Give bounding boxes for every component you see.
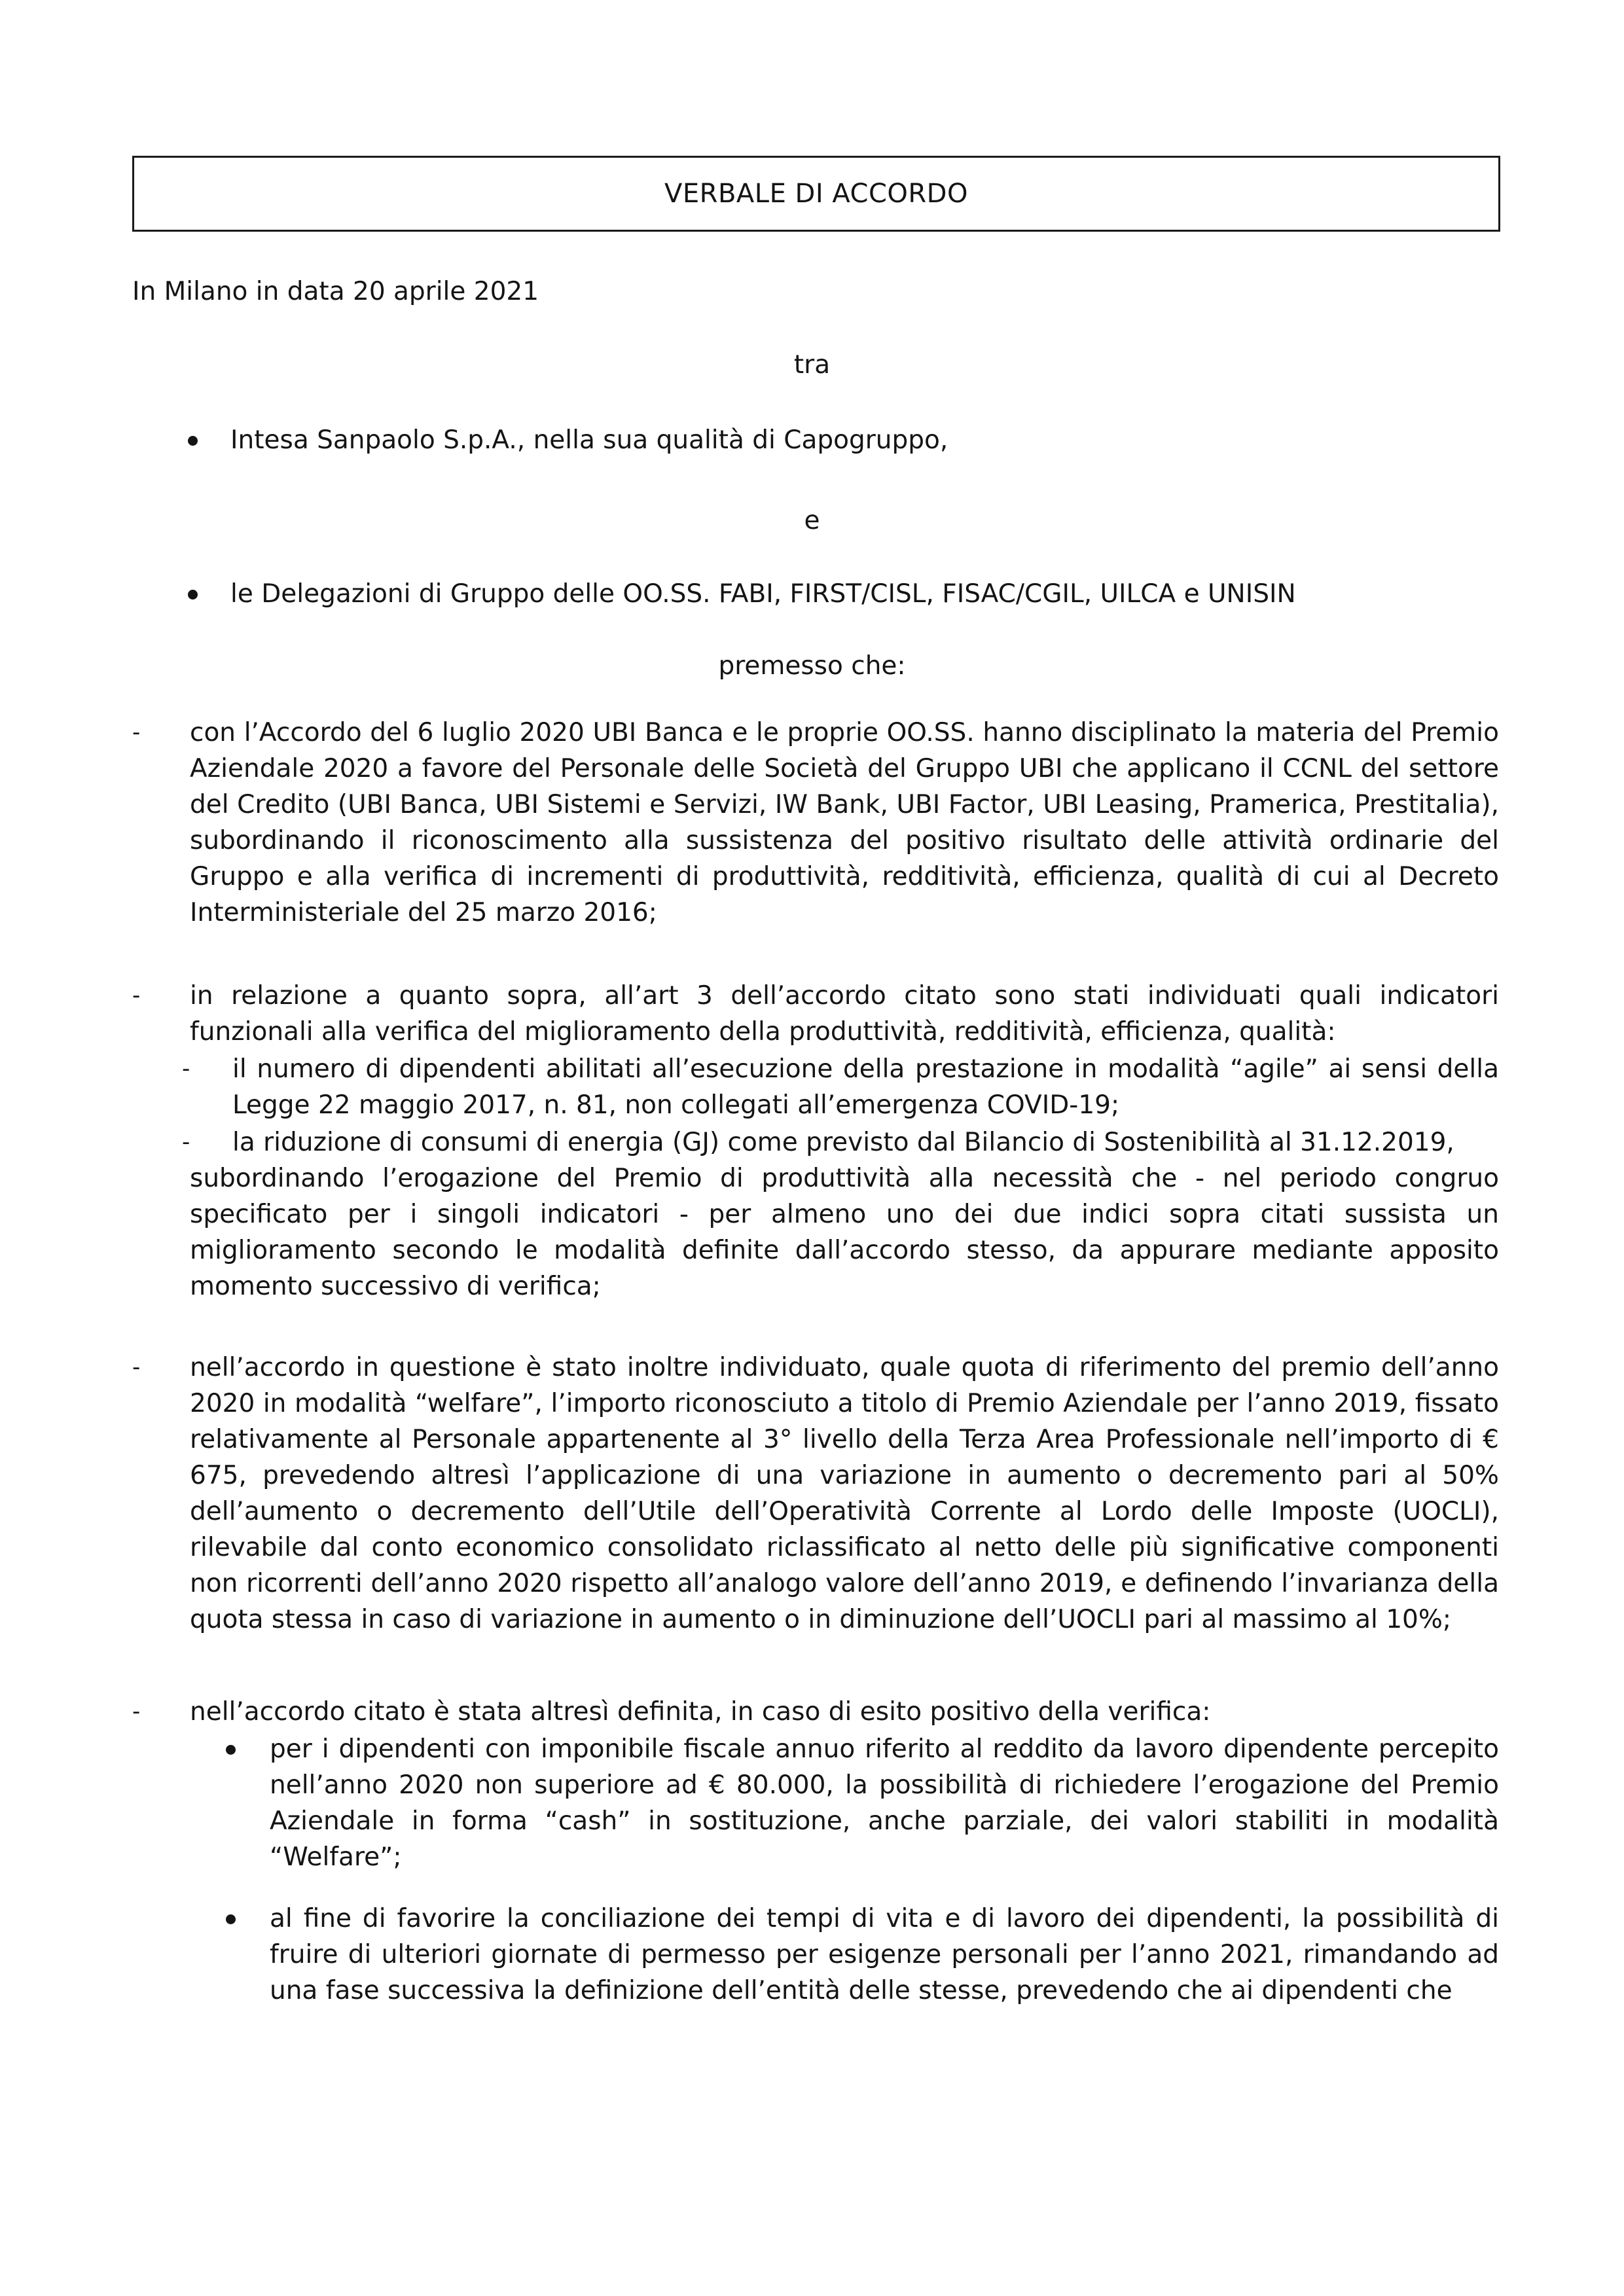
- paragraph-4-bullet-2: al fine di favorire la conciliazione dei tempi di vita e di lavoro dei dipendenti, la possibilità di fruire di ulteriori giornate di permesso per esigenze personali per l’anno 2021, rimandando ad una fase successiva la definizione dell’entità delle stesse, prevedendo che ai dipendenti che: [270, 1904, 1499, 2005]
- tra-label: tra: [793, 350, 831, 380]
- premesso-heading: premesso che:: [718, 651, 906, 681]
- bullet-icon: [226, 1745, 236, 1755]
- paragraph-2-continuation: subordinando l’erogazione del Premio di produttività alla necessità che - nel periodo congruo specificato per i singoli indicatori - per almeno uno dei due indici sopra citati sussista un miglioramento secondo le modalità definite dall’accordo stesso, da appurare mediante apposito momento successivo di verifica;: [190, 1164, 1499, 1301]
- sub-dash-marker: -: [182, 1056, 190, 1082]
- paragraph-2: in relazione a quanto sopra, all’art 3 dell’accordo citato sono stati individuati quali indicatori funzionali alla verifica del miglioramento della produttività, redditività, efficienza, qualità:: [190, 981, 1499, 1047]
- dash-marker: -: [132, 982, 141, 1009]
- paragraph-4-bullet-1: per i dipendenti con imponibile fiscale annuo riferito al reddito da lavoro dipendente percepito nell’anno 2020 non superiore ad € 80.000, la possibilità di richiedere l’erogazione del Premio Aziendale in forma “cash” in sostituzione, anche parziale, dei valori stabiliti in modalità “Welfare”;: [270, 1734, 1499, 1872]
- e-label: e: [804, 506, 820, 535]
- paragraph-3: nell’accordo in questione è stato inoltre individuato, quale quota di riferimento del premio dell’anno 2020 in modalità “welfare”, l’importo riconosciuto a titolo di Premio Aziendale per l’anno 2019, fissato relativamente al Personale appartenente al 3° livello della Terza Area Professionale nell’importo di € 675, prevedendo altresì l’applicazione di una variazione in aumento o decremento pari al 50% dell’aumento o decremento dell’Utile dell’Operatività Corrente al Lordo delle Imposte (UOCLI), rilevabile dal conto economico consolidato riclassificato al netto delle più significative componenti non ricorrenti dell’anno 2020 rispetto all’analogo valore dell’anno 2019, e definendo l’invarianza della quota stessa in caso di variazione in aumento o in diminuzione dell’UOCLI pari al massimo al 10%;: [190, 1353, 1499, 1634]
- bullet-icon: [188, 436, 198, 446]
- paragraph-2-item-1: il numero di dipendenti abilitati all’esecuzione della prestazione in modalità “agile” ai sensi della Legge 22 maggio 2017, n. 81, non collegati all’emergenza COVID-19;: [232, 1054, 1499, 1120]
- bullet-icon: [188, 590, 198, 600]
- place-date: In Milano in data 20 aprile 2021: [132, 277, 539, 306]
- dash-marker: -: [132, 719, 141, 745]
- paragraph-4: nell’accordo citato è stata altresì definita, in caso di esito positivo della verifica:: [190, 1697, 1211, 1727]
- party-unions: le Delegazioni di Gruppo delle OO.SS. FABI, FIRST/CISL, FISAC/CGIL, UILCA e UNISIN: [230, 579, 1296, 609]
- document-title: VERBALE DI ACCORDO: [664, 178, 968, 209]
- sub-dash-marker: -: [182, 1129, 190, 1155]
- title-box: [132, 156, 1500, 232]
- dash-marker: -: [132, 1354, 141, 1380]
- paragraph-2-item-2: la riduzione di consumi di energia (GJ) come previsto dal Bilancio di Sostenibilità al 31.12.2019,: [232, 1128, 1454, 1157]
- party-intesa: Intesa Sanpaolo S.p.A., nella sua qualità di Capogruppo,: [230, 425, 948, 455]
- dash-marker: -: [132, 1698, 141, 1725]
- paragraph-1: con l’Accordo del 6 luglio 2020 UBI Banca e le proprie OO.SS. hanno disciplinato la materia del Premio Aziendale 2020 a favore del Personale delle Società del Gruppo UBI che applicano il CCNL del settore del Credito (UBI Banca, UBI Sistemi e Servizi, IW Bank, UBI Factor, UBI Leasing, Pramerica, Prestitalia), subordinando il riconoscimento alla sussistenza del positivo risultato delle attività ordinarie del Gruppo e alla verifica di incrementi di produttività, redditività, efficienza, qualità di cui al Decreto Interministeriale del 25 marzo 2016;: [190, 718, 1499, 927]
- bullet-icon: [226, 1914, 236, 1924]
